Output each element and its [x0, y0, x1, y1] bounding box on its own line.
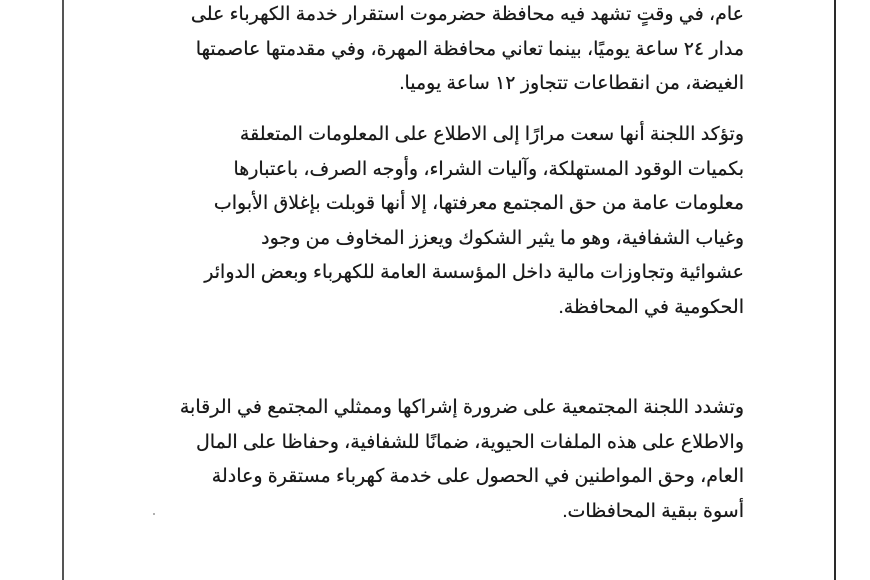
text-line: وتشدد اللجنة المجتمعية على ضرورة إشراكها وممثلي المجتمع في الرقابة: [179, 397, 744, 418]
text-line: الغيضة، من انقطاعات تتجاوز ١٢ ساعة يوميا.: [399, 73, 744, 94]
text-line: وغياب الشفافية، وهو ما يثير الشكوك ويعزز المخاوف من وجود: [261, 227, 744, 249]
page-border-right: [834, 0, 836, 580]
text-line: عام، في وقتٍ تشهد فيه محافظة حضرموت استقرار خدمة الكهرباء على: [190, 4, 744, 25]
text-line: مدار ٢٤ ساعة يوميًا، بينما تعاني محافظة المهرة، وفي مقدمتها عاصمتها: [195, 38, 744, 60]
text-line: معلومات عامة من حق المجتمع معرفتها، إلا أنها قوبلت بإغلاق الأبواب: [213, 193, 744, 214]
page-border-left: [62, 0, 64, 580]
paragraph-committee-demands: [124, 391, 744, 529]
text-line: بكميات الوقود المستهلكة، وآليات الشراء، وأوجه الصرف، باعتبارها: [233, 158, 744, 180]
scan-speck: [153, 513, 155, 515]
text-line: وتؤكد اللجنة أنها سعت مرارًا إلى الاطلاع على المعلومات المتعلقة: [239, 124, 744, 145]
text-line: عشوائية وتجاوزات مالية داخل المؤسسة العامة للكهرباء وبعض الدوائر: [204, 262, 744, 283]
text-line: الحكومية في المحافظة.: [558, 296, 744, 318]
paragraph-committee-information-access: [124, 118, 744, 325]
paragraph-electricity-comparison: [124, 0, 744, 102]
text-line: العام، وحق المواطنين في الحصول على خدمة كهرباء مستقرة وعادلة: [211, 466, 744, 487]
text-line: والاطلاع على هذه الملفات الحيوية، ضمانًا للشفافية، وحفاظا على المال: [195, 431, 744, 453]
text-line: أسوة ببقية المحافظات.: [562, 500, 744, 522]
